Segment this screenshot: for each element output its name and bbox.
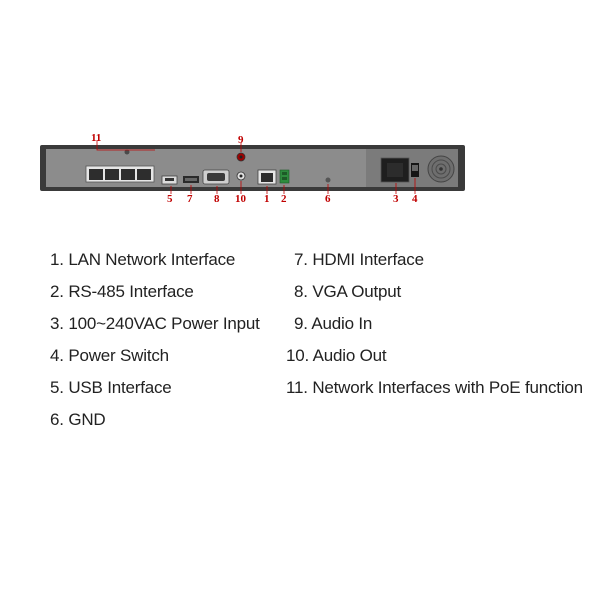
callout-6: 6 (325, 193, 331, 205)
callout-3: 3 (393, 193, 399, 205)
power-input-socket (381, 158, 409, 182)
vga-port (203, 170, 229, 184)
rs485-terminal (280, 170, 289, 183)
legend-item: 3. 100~240VAC Power Input (50, 314, 260, 333)
callout-9: 9 (238, 134, 244, 146)
poe-network-ports (86, 166, 154, 182)
hdmi-port (183, 176, 199, 183)
lan-port (258, 170, 276, 184)
callout-11: 11 (91, 132, 102, 144)
callout-8: 8 (214, 193, 220, 205)
fan-grille (428, 156, 454, 182)
legend-item: 2. RS-485 Interface (50, 282, 194, 301)
callout-5: 5 (167, 193, 173, 205)
legend-item: 9. Audio In (294, 314, 373, 333)
callout-4: 4 (412, 193, 418, 205)
legend-item: 5. USB Interface (50, 378, 172, 397)
callout-1: 1 (264, 193, 270, 205)
legend-item: 1. LAN Network Interface (50, 250, 236, 269)
callout-2: 2 (281, 193, 287, 205)
legend-item: 10. Audio Out (286, 346, 387, 365)
legend-item: 11. Network Interfaces with PoE function (286, 378, 583, 397)
callout-7: 7 (187, 193, 193, 205)
callout-10: 10 (235, 193, 246, 205)
gnd-terminal (326, 178, 331, 183)
legend-item: 8. VGA Output (294, 282, 402, 301)
legend-item: 4. Power Switch (50, 346, 169, 365)
usb-port (162, 176, 177, 184)
legend-item: 7. HDMI Interface (294, 250, 424, 269)
legend-item: 6. GND (50, 410, 106, 429)
power-switch (411, 163, 419, 177)
nvr-rear-panel-diagram (0, 0, 600, 240)
